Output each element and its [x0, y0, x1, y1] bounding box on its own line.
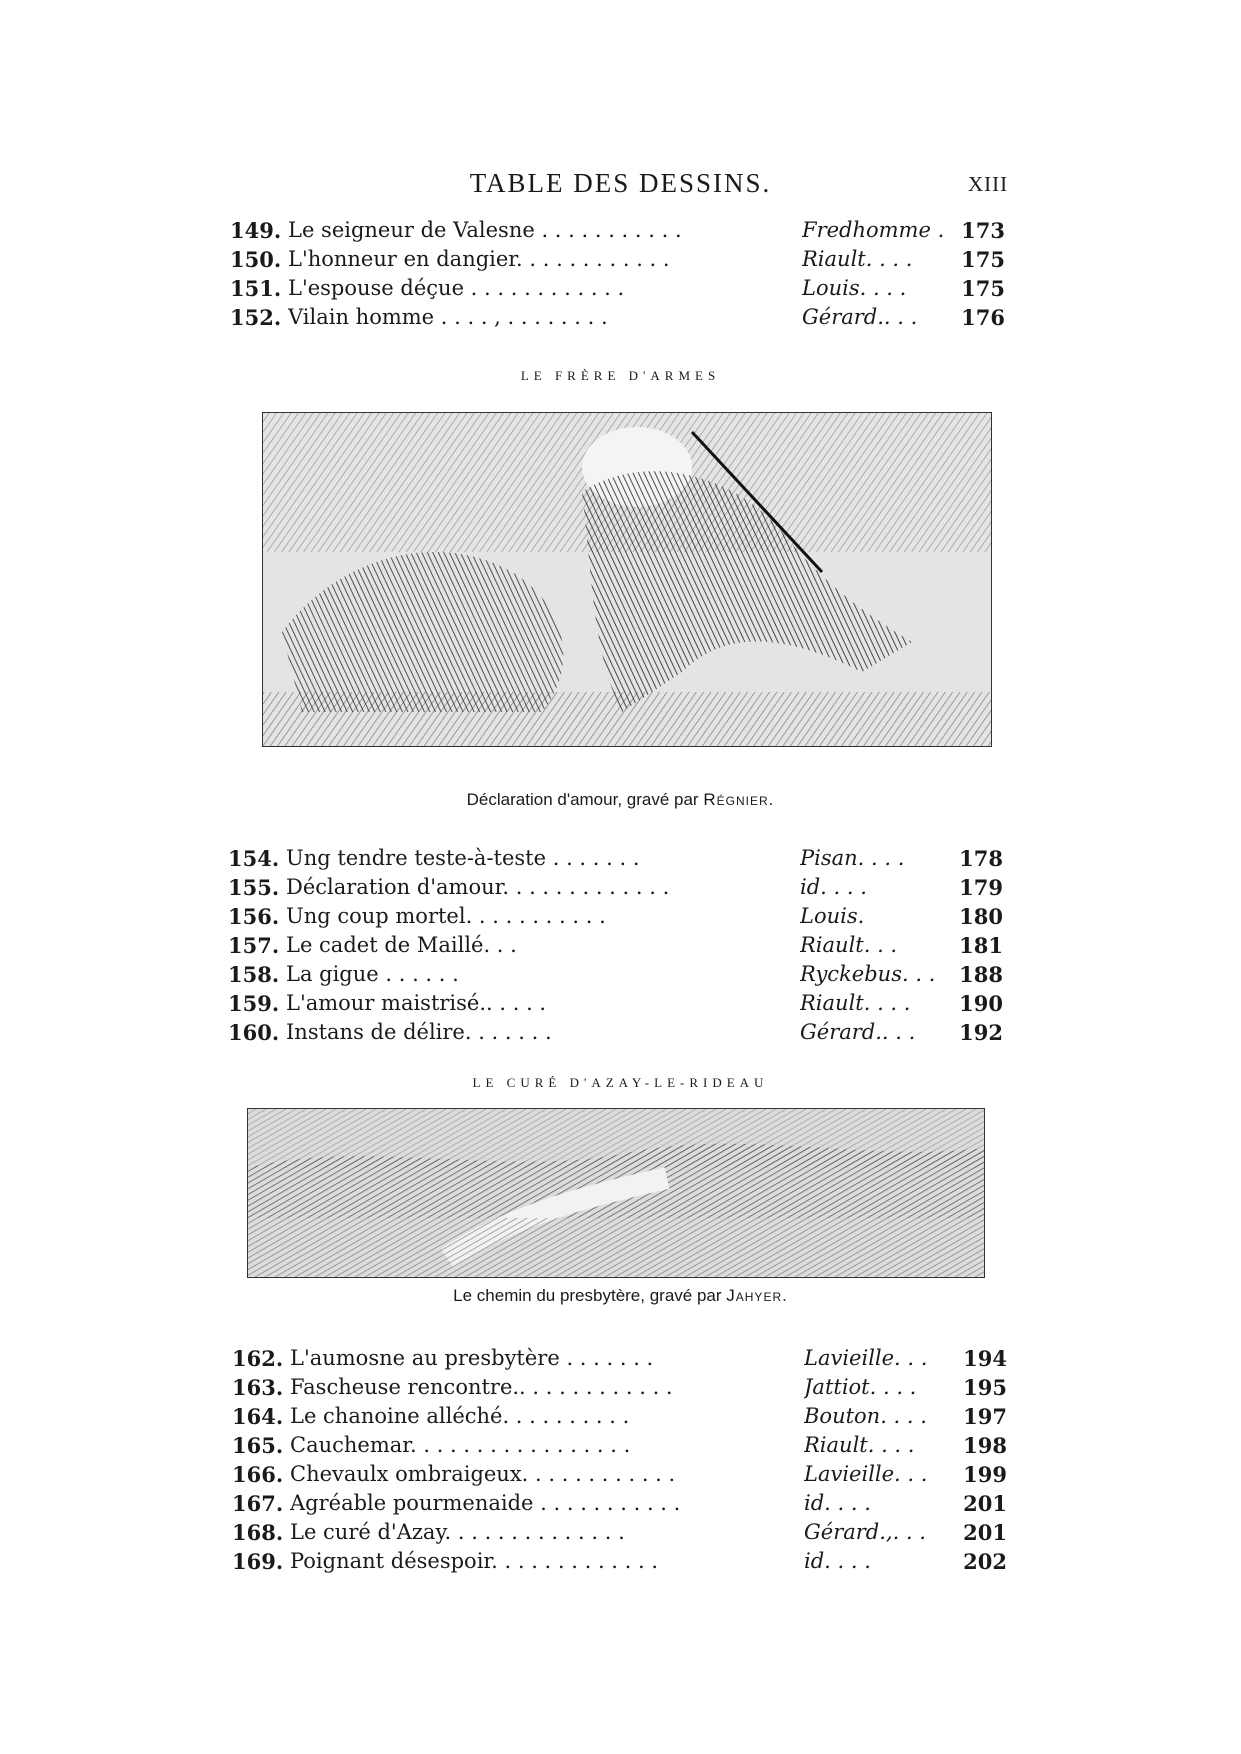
entry-number: 158.	[228, 962, 280, 987]
entry-title: Chevaulx ombraigeux. . . . . . . . . . . .	[290, 1462, 676, 1486]
entry-page: 173	[961, 218, 1005, 243]
entry-number: 155.	[228, 875, 280, 900]
entry-number: 167.	[232, 1491, 284, 1516]
entry-page: 181	[959, 933, 1003, 958]
entry-page: 201	[963, 1520, 1007, 1545]
entry-artist: id. . . .	[804, 1549, 871, 1573]
entry-title: Agréable pourmenaide . . . . . . . . . . .	[290, 1491, 681, 1515]
caption-engraver: Jahyer.	[726, 1286, 788, 1305]
list-item	[232, 1489, 1012, 1518]
list-item	[230, 274, 1010, 303]
entry-page: 199	[963, 1462, 1007, 1487]
entry-number: 157.	[228, 933, 280, 958]
entry-artist: id. . . .	[804, 1491, 871, 1515]
entry-number: 163.	[232, 1375, 284, 1400]
entry-number: 164.	[232, 1404, 284, 1429]
list-item	[232, 1460, 1012, 1489]
entry-page: 190	[959, 991, 1003, 1016]
list-item	[232, 1518, 1012, 1547]
entry-page: 195	[963, 1375, 1007, 1400]
list-item	[228, 844, 1008, 873]
entry-page: 176	[961, 305, 1005, 330]
entry-artist: id. . . .	[800, 875, 867, 899]
list-item	[230, 303, 1010, 332]
page-title: TABLE DES DESSINS.	[469, 168, 772, 198]
list-item	[228, 1018, 1008, 1047]
section-heading: LE FRÈRE D'ARMES	[520, 368, 721, 383]
entry-artist: Fredhomme .	[802, 218, 945, 242]
entry-number: 159.	[228, 991, 280, 1016]
entry-number: 150.	[230, 247, 282, 272]
entry-title: Instans de délire. . . . . . .	[286, 1020, 552, 1044]
engraving-illustration	[262, 412, 992, 747]
illustration-caption	[0, 1286, 1241, 1306]
entry-page: 175	[961, 247, 1005, 272]
list-item	[232, 1402, 1012, 1431]
entry-artist: Louis.	[800, 904, 865, 928]
list-item	[228, 902, 1008, 931]
entry-number: 154.	[228, 846, 280, 871]
entry-number: 149.	[230, 218, 282, 243]
illustration-caption	[0, 790, 1241, 810]
entry-number: 156.	[228, 904, 280, 929]
entry-page: 201	[963, 1491, 1007, 1516]
entry-page: 197	[963, 1404, 1007, 1429]
entry-list-1	[230, 216, 1010, 332]
entry-page: 178	[959, 846, 1003, 871]
entry-title: Vilain homme . . . . , . . . . . . . .	[288, 305, 608, 329]
list-item	[232, 1373, 1012, 1402]
list-item	[228, 989, 1008, 1018]
list-item	[228, 873, 1008, 902]
entry-artist: Riault. . .	[800, 933, 898, 957]
section-heading: LE CURÉ D'AZAY-LE-RIDEAU	[472, 1075, 769, 1090]
entry-title: Le cadet de Maillé. . .	[286, 933, 517, 957]
entry-page: 194	[963, 1346, 1007, 1371]
entry-page: 188	[959, 962, 1003, 987]
entry-title: Poignant désespoir. . . . . . . . . . . . .	[290, 1549, 659, 1573]
list-item	[232, 1344, 1012, 1373]
entry-page: 192	[959, 1020, 1003, 1045]
list-item	[232, 1431, 1012, 1460]
entry-title: Ung tendre teste-à-teste . . . . . . .	[286, 846, 640, 870]
entry-number: 151.	[230, 276, 282, 301]
caption-text: Le chemin du presbytère, gravé par	[453, 1286, 722, 1305]
list-item	[230, 216, 1010, 245]
entry-title: L'espouse déçue . . . . . . . . . . . .	[288, 276, 625, 300]
entry-number: 169.	[232, 1549, 284, 1574]
entry-title: La gigue . . . . . .	[286, 962, 459, 986]
entry-page: 179	[959, 875, 1003, 900]
entry-title: L'aumosne au presbytère . . . . . . .	[290, 1346, 654, 1370]
entry-number: 166.	[232, 1462, 284, 1487]
entry-number: 152.	[230, 305, 282, 330]
entry-page: 198	[963, 1433, 1007, 1458]
entry-artist: Ryckebus. . .	[800, 962, 936, 986]
list-item	[228, 931, 1008, 960]
caption-text: Déclaration d'amour, gravé par	[466, 790, 699, 809]
entry-artist: Lavieille. . .	[804, 1462, 928, 1486]
entry-title: Déclaration d'amour. . . . . . . . . . . . .	[286, 875, 670, 899]
entry-artist: Gérard.. . .	[800, 1020, 916, 1044]
entry-artist: Lavieille. . .	[804, 1346, 928, 1370]
entry-artist: Riault. . . .	[804, 1433, 915, 1457]
entry-title: Le chanoine alléché. . . . . . . . . .	[290, 1404, 630, 1428]
entry-artist: Bouton. . . .	[804, 1404, 927, 1428]
entry-number: 168.	[232, 1520, 284, 1545]
entry-title: Fascheuse rencontre.. . . . . . . . . . . .	[290, 1375, 673, 1399]
entry-artist: Riault. . . .	[802, 247, 913, 271]
entry-page: 180	[959, 904, 1003, 929]
entry-artist: Pisan. . . .	[800, 846, 905, 870]
entry-artist: Riault. . . .	[800, 991, 911, 1015]
entry-page: 175	[961, 276, 1005, 301]
entry-artist: Jattiot. . . .	[804, 1375, 917, 1399]
entry-artist: Gérard.. . .	[802, 305, 918, 329]
entry-page: 202	[963, 1549, 1007, 1574]
entry-title: Le curé d'Azay. . . . . . . . . . . . . .	[290, 1520, 625, 1544]
entry-title: Ung coup mortel. . . . . . . . . . .	[286, 904, 606, 928]
entry-number: 162.	[232, 1346, 284, 1371]
entry-number: 160.	[228, 1020, 280, 1045]
list-item	[232, 1547, 1012, 1576]
entry-list-2	[228, 844, 1008, 1047]
caption-engraver: Régnier.	[703, 790, 775, 809]
entry-number: 165.	[232, 1433, 284, 1458]
list-item	[228, 960, 1008, 989]
entry-title: L'honneur en dangier. . . . . . . . . . . .	[288, 247, 670, 271]
landscape-illustration	[247, 1108, 985, 1278]
entry-title: Le seigneur de Valesne . . . . . . . . . . .	[288, 218, 682, 242]
entry-title: L'amour maistrisé.. . . . .	[286, 991, 547, 1015]
page-number: XIII	[968, 172, 1009, 196]
entry-artist: Louis. . . .	[802, 276, 907, 300]
list-item	[230, 245, 1010, 274]
entry-list-3	[232, 1344, 1012, 1576]
entry-artist: Gérard.,. . .	[804, 1520, 926, 1544]
entry-title: Cauchemar. . . . . . . . . . . . . . . . .	[290, 1433, 631, 1457]
